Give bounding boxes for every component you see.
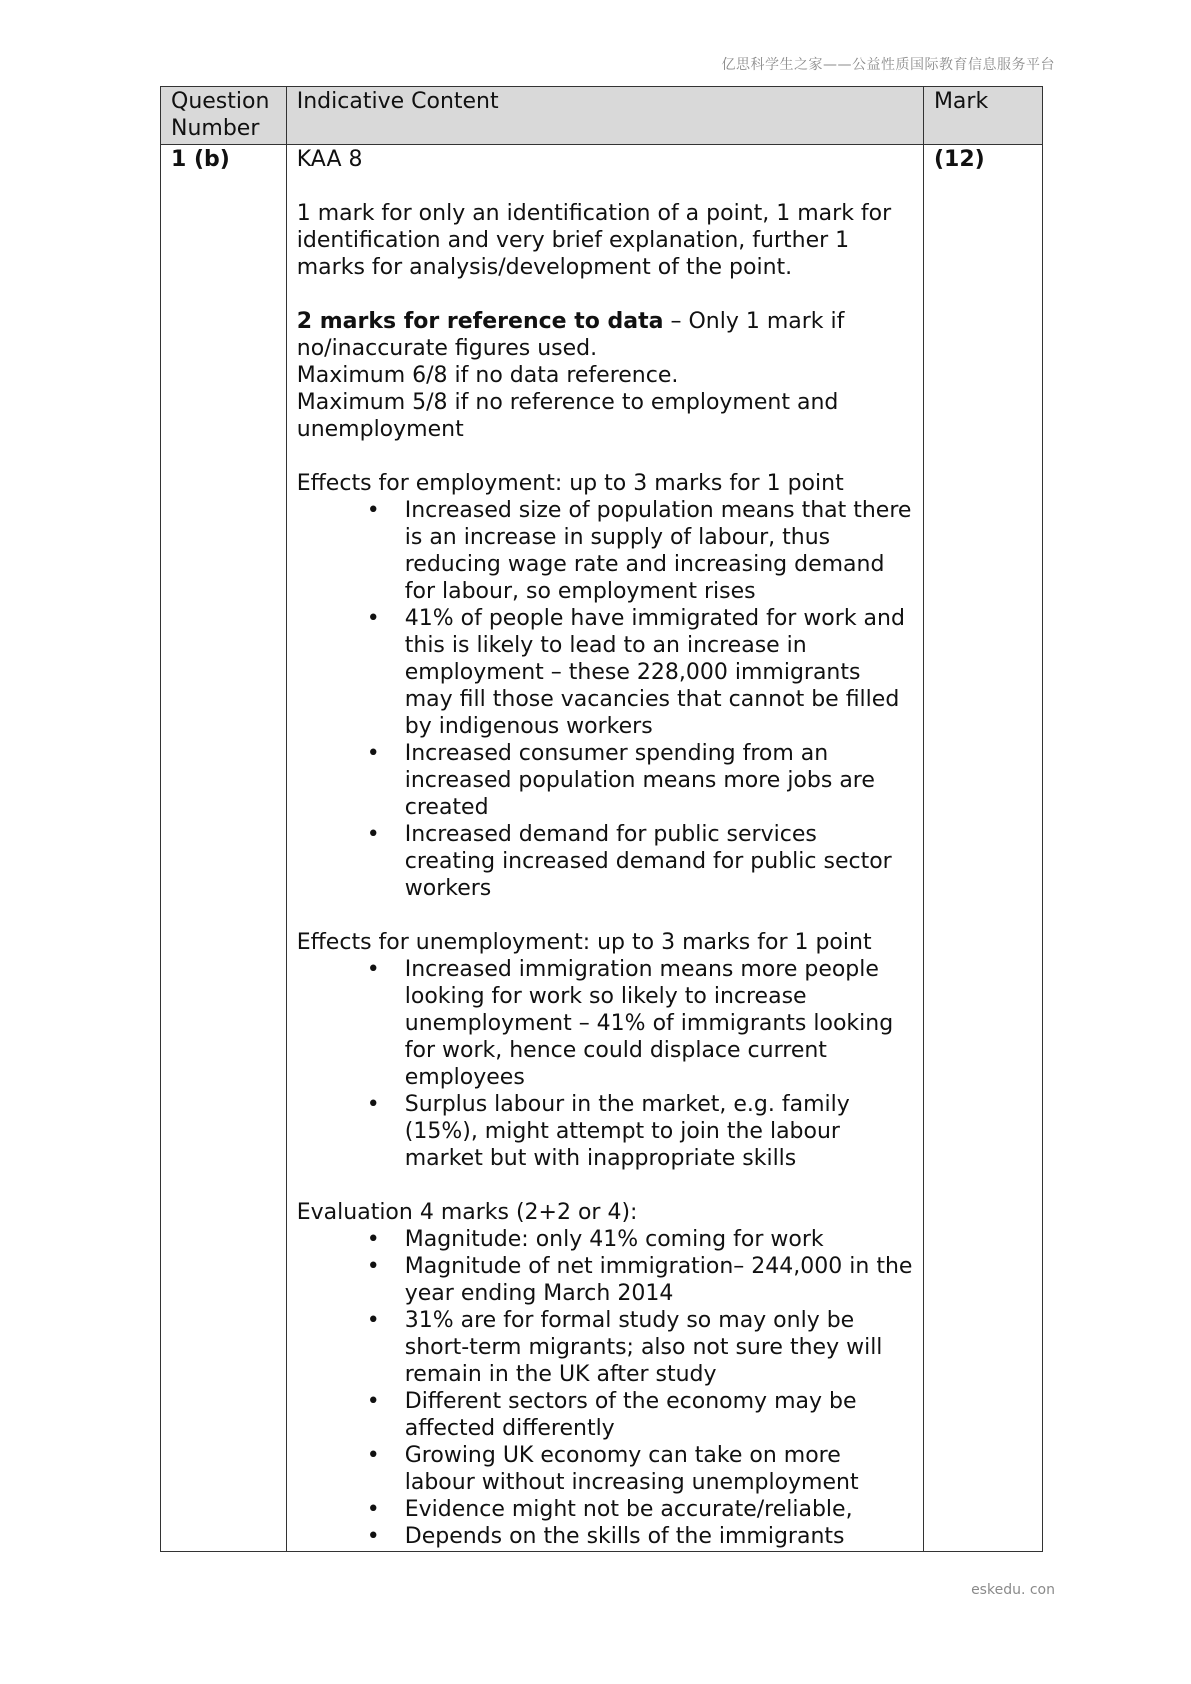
mark-total: (12) xyxy=(923,145,1042,1552)
data-reference-rule xyxy=(297,308,913,362)
list-item: • Growing UK economy can take on more labour without increasing unemployment xyxy=(405,1442,913,1496)
list-item: • Evidence might not be accurate/reliable, xyxy=(405,1496,913,1523)
evaluation-heading: Evaluation 4 marks (2+2 or 4): xyxy=(296,1200,638,1225)
footer-note: eskedu. con xyxy=(971,1582,1055,1598)
unemployment-list xyxy=(297,956,913,1172)
list-item: • Depends on the skills of the immigrants xyxy=(405,1523,913,1550)
data-reference-bold: 2 marks for reference to data xyxy=(296,309,664,334)
mark-scheme-table xyxy=(160,86,1043,1552)
table-row xyxy=(161,145,1043,1552)
list-item: • 41% of people have immigrated for work and this is likely to lead to an increase in employment – these 228,000 immigrants may fill those vacancies that cannot be filled by indigenous workers xyxy=(405,605,913,740)
indicative-content xyxy=(286,145,923,1552)
employment-heading: Effects for employment: up to 3 marks for 1 point xyxy=(296,471,844,496)
list-item: • Magnitude: only 41% coming for work xyxy=(405,1226,913,1253)
max-rule-2: Maximum 5/8 if no reference to employment and unemployment xyxy=(296,390,839,442)
marking-intro: 1 mark for only an identification of a point, 1 mark for identification and very brief explanation, further 1 marks for analysis/development of the point. xyxy=(296,201,892,280)
header-note: 亿思科学生之家——公益性质国际教育信息服务平台 xyxy=(721,57,1055,73)
list-item: • 31% are for formal study so may only be short-term migrants; also not sure they will remain in the UK after study xyxy=(405,1307,913,1388)
list-item: • Increased consumer spending from an increased population means more jobs are created xyxy=(405,740,913,821)
header-mark: Mark xyxy=(923,87,1042,145)
list-item: • Magnitude of net immigration– 244,000 in the year ending March 2014 xyxy=(405,1253,913,1307)
question-number: 1 (b) xyxy=(161,145,287,1552)
list-item: • Increased immigration means more people looking for work so likely to increase unemployment – 41% of immigrants looking for work, hence could displace current employees xyxy=(405,956,913,1091)
list-item: • Increased demand for public services creating increased demand for public sector workers xyxy=(405,821,913,902)
unemployment-heading: Effects for unemployment: up to 3 marks for 1 point xyxy=(296,930,872,955)
list-item: • Surplus labour in the market, e.g. family (15%), might attempt to join the labour market but with inappropriate skills xyxy=(405,1091,913,1172)
evaluation-list xyxy=(297,1226,913,1550)
max-rule-1: Maximum 6/8 if no data reference. xyxy=(296,363,679,388)
header-indicative-content: Indicative Content xyxy=(286,87,923,145)
table-header-row xyxy=(161,87,1043,145)
kaa-label: KAA 8 xyxy=(296,147,363,172)
list-item: • Increased size of population means that there is an increase in supply of labour, thus reducing wage rate and increasing demand for labour, so employment rises xyxy=(405,497,913,605)
header-question-number: Question Number xyxy=(161,87,287,145)
list-item: • Different sectors of the economy may be affected differently xyxy=(405,1388,913,1442)
employment-list xyxy=(297,497,913,902)
data-reference-rest: – Only 1 mark if no/inaccurate figures used. xyxy=(296,309,845,361)
